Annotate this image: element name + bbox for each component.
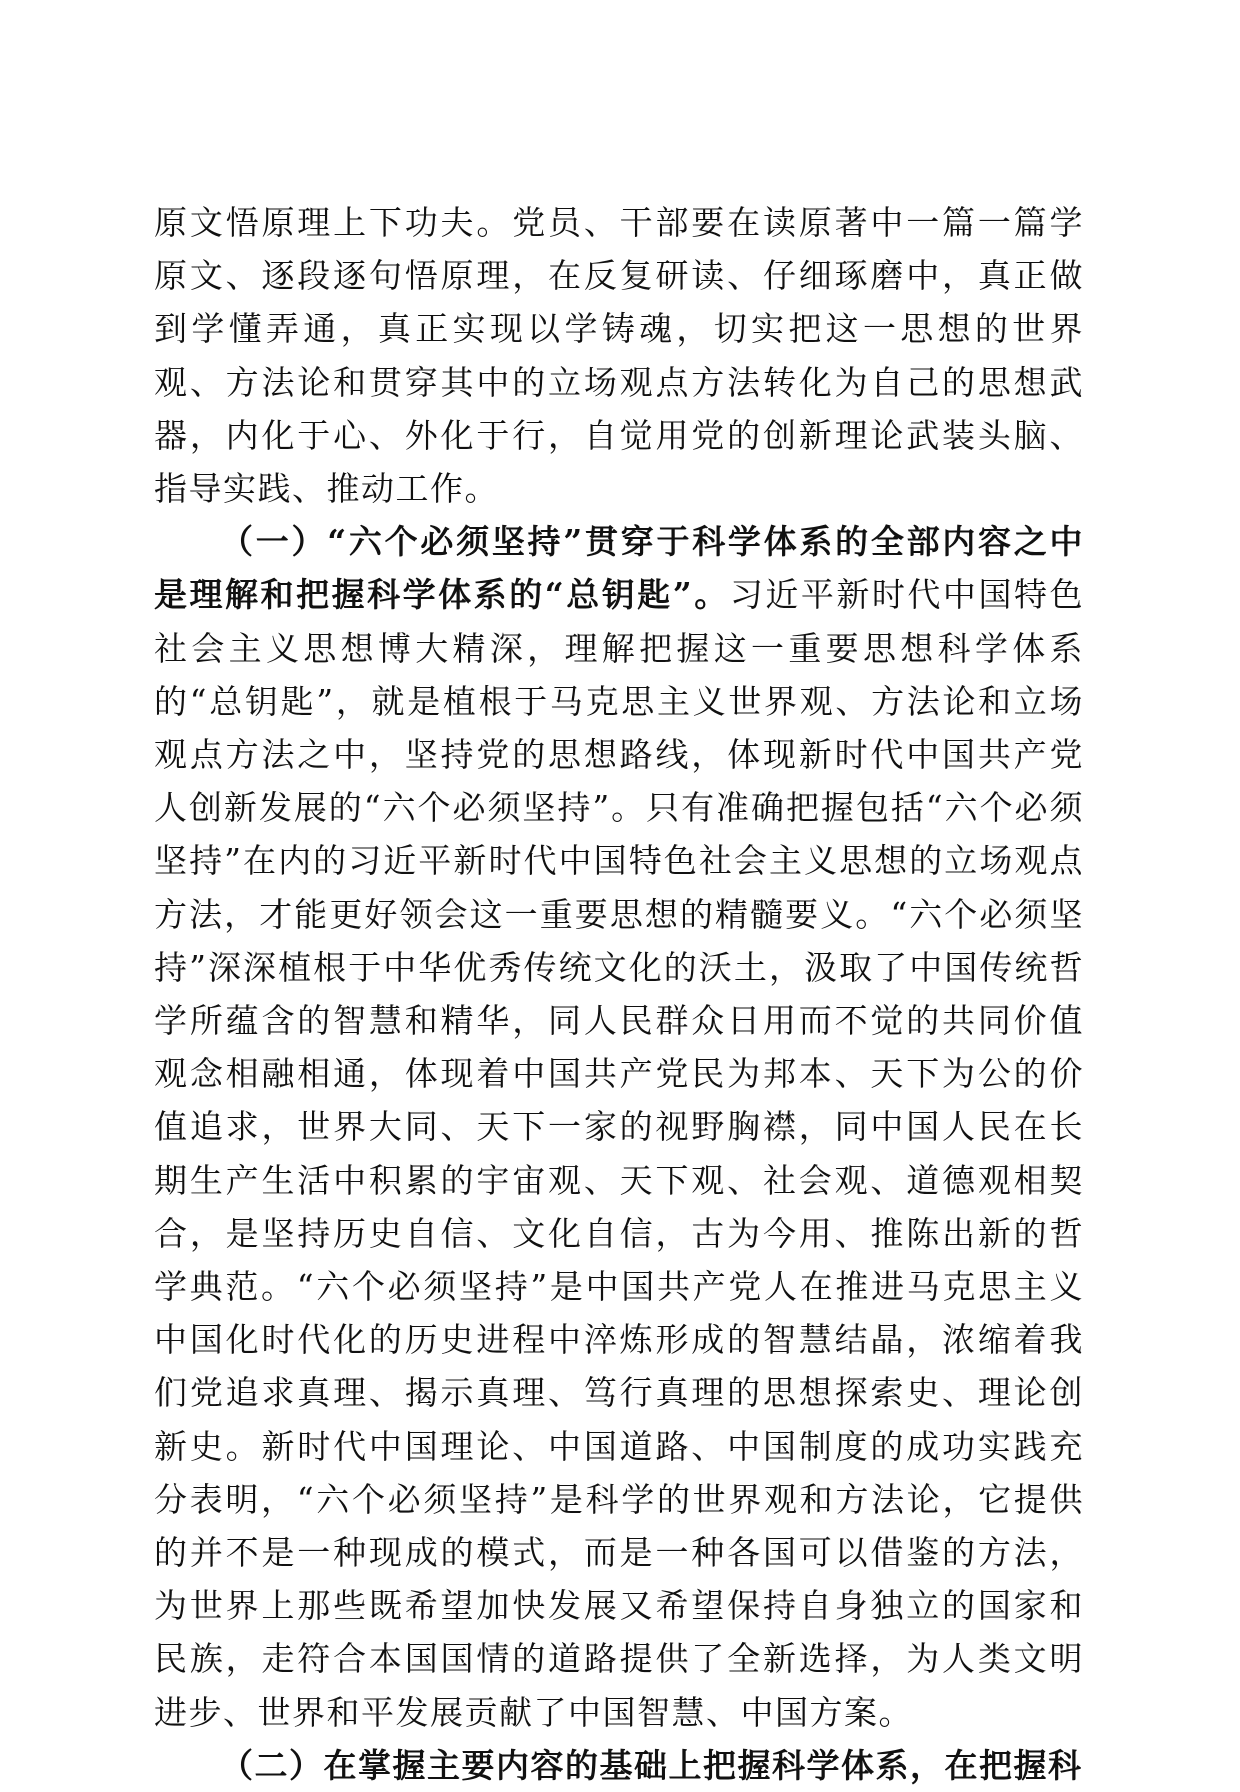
paragraph-text: 原文悟原理上下功夫。党员、干部要在读原著中一篇一篇学原文、逐段逐句悟原理，在反复研读、仔细琢磨中，真正做到学懂弄通，真正实现以学铸魂，切实把这一思想的世界观、方法论和贯穿其中的立场观点方法转化为自己的思想武器，内化于心、外化于行，自觉用党的创新理论武装头脑、指导实践、推动工作。 [154,203,1084,509]
paragraph-continuation [154,196,1084,515]
section-heading-1: （一）“六个必须坚持”贯穿于科学体系的全部内容之中是理解和把握科学体系的“总钥匙”。 [154,522,1084,615]
section-heading-2: （二）在掌握主要内容的基础上把握科学体系，在把握科 [220,1745,1083,1785]
document-body [154,196,1084,1792]
paragraph-text: 习近平新时代中国特色社会主义思想博大精深，理解把握这一重要思想科学体系的“总钥匙”，就是植根于马克思主义世界观、方法论和立场观点方法之中，坚持党的思想路线，体现新时代中国共产党人创新发展的“六个必须坚持”。只有准确把握包括“六个必须坚持”在内的习近平新时代中国特色社会主义思想的立场观点方法，才能更好领会这一重要思想的精髓要义。“六个必须坚持”深深植根于中华优秀传统文化的沃土，汲取了中国传统哲学所蕴含的智慧和精华，同人民群众日用而不觉的共同价值观念相融相通，体现着中国共产党民为邦本、天下为公的价值追求，世界大同、天下一家的视野胸襟，同中国人民在长期生产生活中积累的宇宙观、天下观、社会观、道德观相契合，是坚持历史自信、文化自信，古为今用、推陈出新的哲学典范。“六个必须坚持”是中国共产党人在推进马克思主义中国化时代化的历史进程中淬炼形成的智慧结晶，浓缩着我们党追求真理、揭示真理、笃行真理的思想探索史、理论创新史。新时代中国理论、中国道路、中国制度的成功实践充分表明，“六个必须坚持”是科学的世界观和方法论，它提供的并不是一种现成的模式，而是一种各国可以借鉴的方法，为世界上那些既希望加快发展又希望保持自身独立的国家和民族，走符合本国国情的道路提供了全新选择，为人类文明进步、世界和平发展贡献了中国智慧、中国方案。 [154,575,1084,1732]
paragraph-section-2 [154,1739,1084,1792]
paragraph-section-1 [154,515,1084,1739]
